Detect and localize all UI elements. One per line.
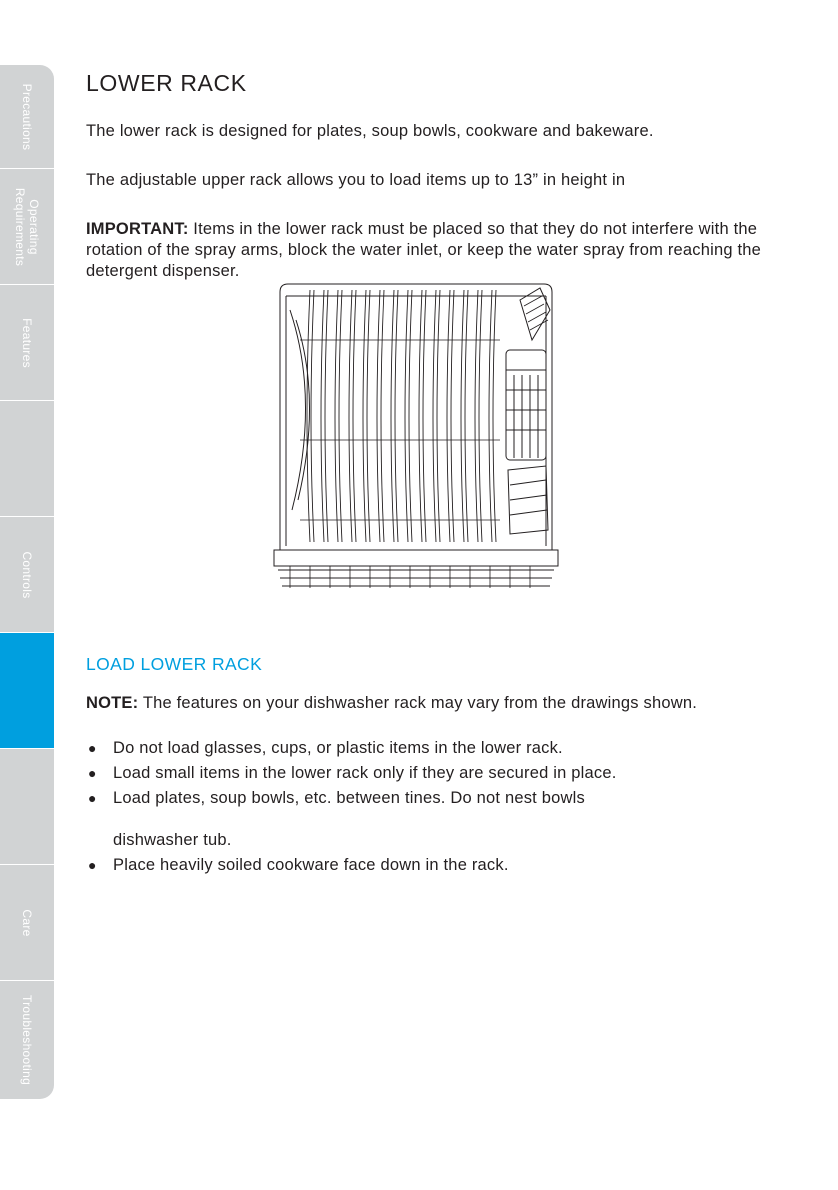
note-paragraph — [86, 693, 766, 714]
tab-blank-1[interactable] — [0, 401, 54, 517]
list-item: ● Do not load glasses, cups, or plastic items in the lower rack. — [88, 739, 563, 757]
tab-troubleshooting[interactable] — [0, 981, 54, 1099]
list-item: ● Load small items in the lower rack only if they are secured in place. — [88, 764, 617, 782]
tab-controls[interactable] — [0, 517, 54, 633]
important-paragraph — [86, 219, 766, 282]
bullet-continuation: dishwasher tub. — [113, 831, 232, 849]
intro-paragraph: The lower rack is designed for plates, soup bowls, cookware and bakeware. — [86, 122, 654, 140]
important-text: Items in the lower rack must be placed so that they do not interfere with the rotation of the spray arms, block the water inlet, or keep the water spray from reaching the detergent dispenser. — [86, 220, 762, 280]
tab-label: Features — [20, 317, 34, 368]
adjustable-rack-paragraph: The adjustable upper rack allows you to load items up to 13” in height in — [86, 171, 626, 189]
tab-precautions[interactable] — [0, 65, 54, 169]
list-item: ● Place heavily soiled cookware face down in the rack. — [88, 856, 509, 874]
tab-label: Controls — [20, 550, 34, 599]
bullet-icon: ● — [88, 790, 97, 806]
bullet-icon: ● — [88, 857, 97, 873]
section-heading: LOAD LOWER RACK — [86, 654, 263, 674]
lower-rack-illustration — [270, 280, 562, 598]
note-label: NOTE: — [86, 694, 139, 712]
page-title: LOWER RACK — [86, 70, 247, 96]
tab-label: Precautions — [20, 83, 34, 150]
bullet-icon: ● — [88, 765, 97, 781]
tab-label: Operating Requirements — [13, 187, 41, 266]
tab-label: Care — [20, 908, 34, 937]
bullet-icon: ● — [88, 740, 97, 756]
loading-tips-list — [86, 738, 766, 880]
tab-active-section[interactable] — [0, 633, 54, 749]
tab-features[interactable] — [0, 285, 54, 401]
tab-blank-2[interactable] — [0, 749, 54, 865]
tab-operating-requirements[interactable] — [0, 169, 54, 285]
important-label: IMPORTANT: — [86, 220, 189, 238]
list-item: ● Load plates, soup bowls, etc. between tines. Do not nest bowls dishwasher tub. — [88, 789, 585, 849]
tab-label: Troubleshooting — [20, 994, 34, 1086]
tab-care[interactable] — [0, 865, 54, 981]
note-text: The features on your dishwasher rack may vary from the drawings shown. — [138, 694, 697, 712]
